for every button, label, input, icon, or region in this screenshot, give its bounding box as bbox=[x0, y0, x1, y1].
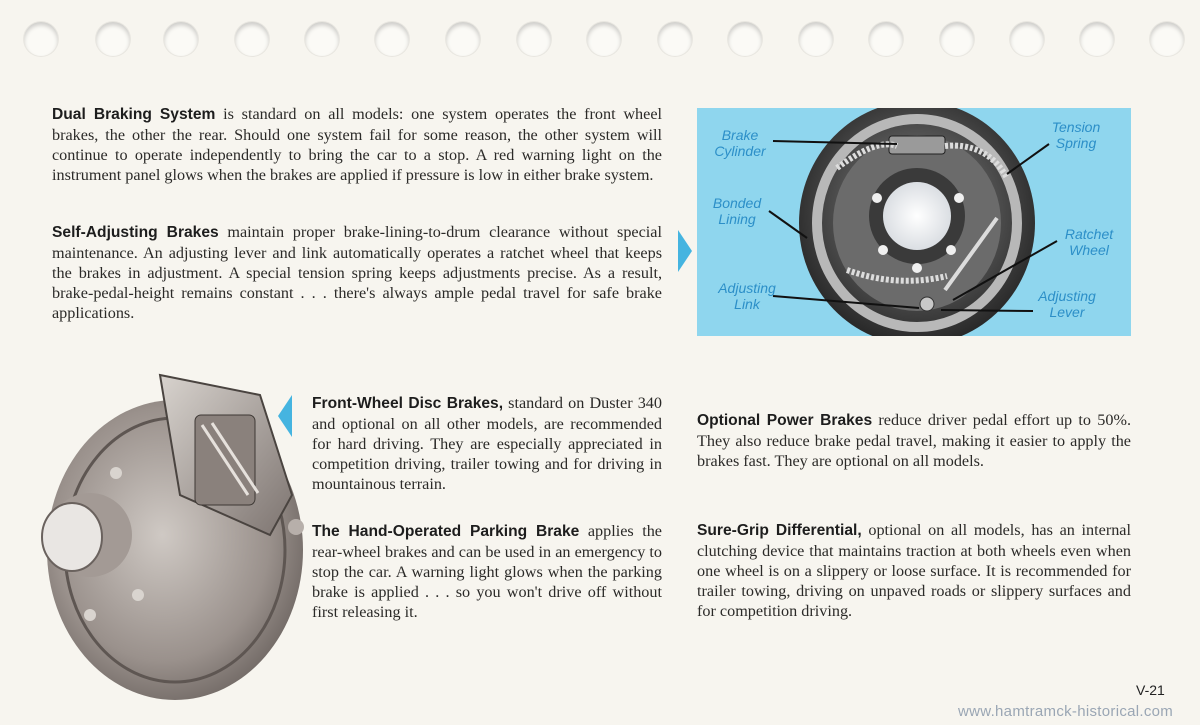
binding-hole bbox=[1010, 22, 1044, 56]
page-number: V-21 bbox=[1136, 682, 1165, 698]
binding-hole bbox=[658, 22, 692, 56]
binding-hole bbox=[728, 22, 762, 56]
disc-brakes-title: Front-Wheel Disc Brakes, bbox=[312, 395, 504, 412]
callout-adjusting-lever-line2: Lever bbox=[1049, 304, 1085, 320]
dual-braking-title: Dual Braking System bbox=[52, 106, 216, 123]
dual-braking-paragraph bbox=[52, 104, 662, 185]
callout-tension-spring-line2: Spring bbox=[1055, 135, 1097, 151]
callout-adjusting-link-line2: Link bbox=[734, 296, 760, 312]
sure-grip-paragraph bbox=[697, 520, 1131, 621]
power-brakes-body: reduce driver pedal effort up to 50%. They also reduce brake pedal travel, making it easier to apply the brakes fast. They are optional on all models. bbox=[697, 411, 1131, 470]
self-adjusting-paragraph bbox=[52, 222, 662, 323]
parking-brake-title: The Hand-Operated Parking Brake bbox=[312, 523, 580, 540]
power-brakes-paragraph bbox=[697, 410, 1131, 471]
sure-grip-title: Sure-Grip Differential, bbox=[697, 522, 862, 539]
binding-hole bbox=[305, 22, 339, 56]
watermark: www.hamtramck-historical.com bbox=[958, 703, 1174, 720]
disc-brakes-body: standard on Duster 340 and optional on all other models, are recommended for hard driving. They are especially appreciated in competition driving, trailer towing and for driving in mountainous terrain. bbox=[312, 394, 662, 493]
callout-ratchet-wheel-line1: Ratchet bbox=[1064, 226, 1114, 242]
callout-brake-cylinder bbox=[705, 127, 775, 159]
binding-hole bbox=[940, 22, 974, 56]
binding-hole bbox=[1150, 22, 1184, 56]
callout-brake-cylinder-line2: Cylinder bbox=[714, 143, 766, 159]
callout-tension-spring-line1: Tension bbox=[1051, 119, 1101, 135]
callout-bonded-lining-line1: Bonded bbox=[712, 195, 762, 211]
binding-hole bbox=[799, 22, 833, 56]
binding-hole bbox=[446, 22, 480, 56]
binding-hole bbox=[375, 22, 409, 56]
callout-bonded-lining bbox=[702, 195, 772, 227]
power-brakes-title: Optional Power Brakes bbox=[697, 412, 873, 429]
sure-grip-body: optional on all models, has an internal clutching device that maintains traction at both wheels even when one wheel is on a slippery or loose surface. It is recommended for trailer towing, driving on unpaved roads or slippery surfaces and for competition driving. bbox=[697, 521, 1131, 620]
callout-adjusting-lever bbox=[1029, 288, 1105, 320]
binding-holes bbox=[0, 22, 1200, 62]
disc-brakes-paragraph bbox=[312, 393, 662, 494]
pointer-arrow-left bbox=[278, 395, 292, 437]
callout-brake-cylinder-line1: Brake bbox=[721, 127, 759, 143]
self-adjusting-body: maintain proper brake-lining-to-drum clearance without special maintenance. An adjusting lever and link automatically operates a ratchet wheel that keeps the brakes in adjustment. A special tension spring keeps adjustments precise. As a result, brake-pedal-height remains constant . . . there's always ample pedal travel for safe brake applications. bbox=[52, 223, 662, 322]
binding-hole bbox=[164, 22, 198, 56]
callout-adjusting-link-line1: Adjusting bbox=[718, 280, 776, 296]
parking-brake-paragraph bbox=[312, 521, 662, 622]
callout-ratchet-wheel-line2: Wheel bbox=[1069, 242, 1109, 258]
callout-ratchet-wheel bbox=[1053, 226, 1125, 258]
binding-hole bbox=[1080, 22, 1114, 56]
pointer-arrow-right bbox=[678, 230, 692, 272]
binding-hole bbox=[24, 22, 58, 56]
callout-tension-spring bbox=[1039, 119, 1113, 151]
callout-bonded-lining-line2: Lining bbox=[718, 211, 756, 227]
drum-brake-diagram bbox=[697, 108, 1131, 336]
binding-hole bbox=[96, 22, 130, 56]
dual-braking-body: is standard on all models: one system operates the front wheel brakes, the other the rear. Should one system fail for some reason, the other system will continue to operate independently to bring the car to a stop. A red warning light on the instrument panel glows when the brakes are applied if pressure is low in either brake system. bbox=[52, 105, 662, 184]
self-adjusting-title: Self-Adjusting Brakes bbox=[52, 224, 219, 241]
binding-hole bbox=[517, 22, 551, 56]
binding-hole bbox=[869, 22, 903, 56]
binding-hole bbox=[235, 22, 269, 56]
binding-hole bbox=[587, 22, 621, 56]
callout-adjusting-lever-line1: Adjusting bbox=[1038, 288, 1096, 304]
disc-brake-photo bbox=[30, 345, 310, 705]
parking-brake-body: applies the rear-wheel brakes and can be used in an emergency to stop the car. A warning light glows when the parking brake is applied . . . so you won't drive off without first releasing it. bbox=[312, 522, 662, 621]
callout-adjusting-link bbox=[709, 280, 785, 312]
